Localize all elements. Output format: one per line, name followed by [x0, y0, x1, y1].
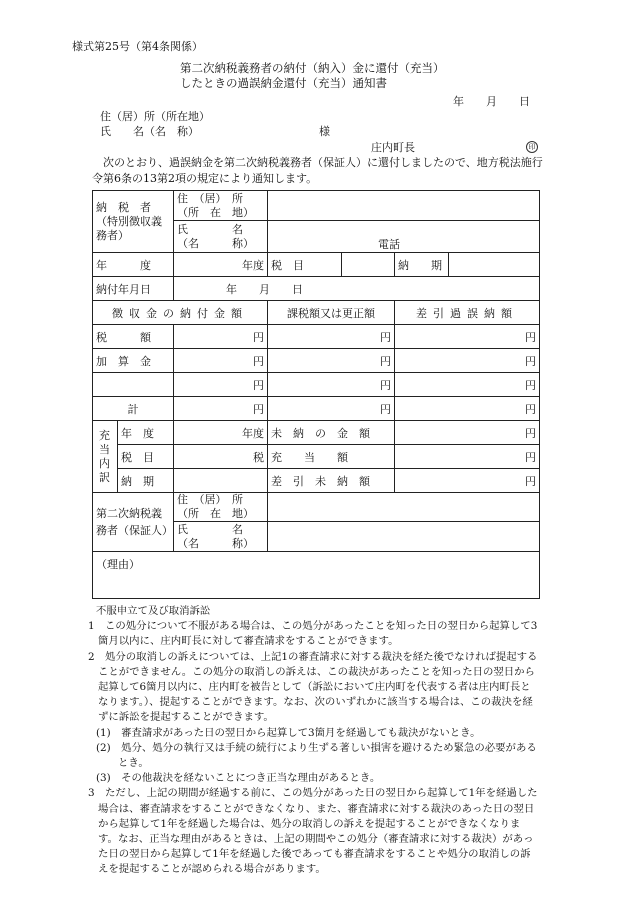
second-liable-name-label: 氏 名 （名 称）	[174, 522, 268, 552]
note-2-item-2: (2) 処分、処分の執行又は手続の続行により生ずる著しい損害を避けるため緊急の必要があるとき。	[96, 741, 537, 770]
yen-unit[interactable]: 円	[174, 325, 268, 349]
yen-unit[interactable]: 円	[395, 421, 540, 445]
alloc-due-label: 納 期	[118, 469, 174, 493]
yen-unit[interactable]: 円	[174, 349, 268, 373]
addressee-address-label: 住（居）所（所在地）	[100, 110, 210, 123]
alloc-year-unit[interactable]: 年度	[174, 421, 268, 445]
col-corrected: 課税額又は更正額	[268, 301, 395, 325]
title-line-1: 第二次納税義務者の納付（納入）金に還付（充当）	[180, 61, 445, 75]
allocation-label: 充当内訳	[93, 421, 118, 493]
row-tax-label: 税 額	[93, 325, 174, 349]
row-surcharge-label: 加 算 金	[93, 349, 174, 373]
yen-unit[interactable]: 円	[268, 397, 395, 421]
taxpayer-address-label: 住 （居） 所 （所 在 地）	[174, 191, 268, 221]
due-label: 納 期	[395, 253, 449, 277]
taxpayer-label: 納 税 者 （特別徴収義務者）	[93, 191, 174, 253]
fiscal-year-unit[interactable]: 年度	[174, 253, 268, 277]
second-liable-address-value[interactable]	[268, 493, 540, 522]
addressee-name-label: 氏 名（名 称）	[100, 125, 199, 138]
yen-unit[interactable]: 円	[174, 397, 268, 421]
note-2: 2 処分の取消しの訴えについては、上記1の審査請求に対する裁決を経た後でなければ提起することができません。この処分の取消しの訴えは、この裁決があったことを知った日の翌日から起算して6箇月以内に、庄内町を被告として（訴訟において庄内町を代表する者は庄内町長となります。）、提起することができます。なお、次のいずれかに該当する場合は、この裁決を経ずに訴訟を提起することができます。	[88, 650, 538, 724]
form-number: 様式第25号（第4条関係）	[72, 40, 203, 53]
yen-unit[interactable]: 円	[174, 373, 268, 397]
balance-label: 差 引 未 納 額	[268, 469, 395, 493]
yen-unit[interactable]: 円	[268, 349, 395, 373]
col-collected: 徴収金の納付金額	[93, 301, 268, 325]
payment-date-label: 納付年月日	[93, 277, 174, 301]
tax-item-value[interactable]	[342, 253, 395, 277]
intro-text: 次のとおり、過誤納金を第二次納税義務者（保証人）に還付しましたので、地方税法施行令第6条の13第2項の規定により通知します。	[92, 156, 543, 185]
date-field: 年 月 日	[453, 95, 530, 108]
note-3: 3 ただし、上記の期間が経過する前に、この処分があった日の翌日から起算して1年を経過した場合は、審査請求をすることができなくなり、また、審査請求に対する裁決のあった日の翌日から起算して1年を経過した場合は、処分の取消しの訴えを提起することができなくなります。なお、正当な理由があるときは、上記の期間やこの処分（審査請求に対する裁決）があった日の翌日から起算して1年を経過した後であっても審査請求をすることや処分の取消しの訴えを提起することが認められる場合があります。	[88, 787, 538, 876]
refund-table	[92, 190, 540, 599]
second-liable-name-value[interactable]	[268, 522, 540, 552]
applied-label: 充 当 額	[268, 445, 395, 469]
notes-heading: 不服申立て及び取消訴訟	[96, 605, 211, 617]
note-1: 1 この処分について不服がある場合は、この処分があったことを知った日の翌日から起算して3箇月以内に、庄内町長に対して審査請求をすることができます。	[88, 620, 538, 648]
title-line-2: したときの過誤納金還付（充当）通知書	[180, 76, 387, 90]
taxpayer-address-value[interactable]	[268, 191, 540, 221]
phone-label: 電話	[268, 221, 540, 253]
row-blank-label	[93, 373, 174, 397]
yen-unit[interactable]: 円	[395, 373, 540, 397]
tax-item-label: 税 目	[268, 253, 342, 277]
yen-unit[interactable]: 円	[395, 445, 540, 469]
yen-unit[interactable]: 円	[395, 397, 540, 421]
taxpayer-name-label: 氏 名 （名 称）	[174, 221, 268, 253]
yen-unit[interactable]: 円	[268, 325, 395, 349]
fiscal-year-label: 年 度	[93, 253, 174, 277]
col-refund: 差引過誤納額	[395, 301, 540, 325]
alloc-tax-unit[interactable]: 税	[174, 445, 268, 469]
alloc-year-label: 年 度	[118, 421, 174, 445]
issuer-name: 庄内町長	[371, 141, 415, 154]
payment-date-value[interactable]: 年 月 日	[174, 277, 540, 301]
yen-unit[interactable]: 円	[395, 469, 540, 493]
yen-unit[interactable]: 円	[395, 325, 540, 349]
row-total-label: 計	[93, 397, 174, 421]
note-2-item-3: (3) その他裁決を経ないことにつき正当な理由があるとき。	[96, 772, 381, 785]
unpaid-label: 未 納 の 金 額	[268, 421, 395, 445]
seal-icon: 印	[526, 139, 538, 153]
appeal-notes	[88, 604, 540, 878]
second-liable-address-label: 住 （居） 所 （所 在 地）	[174, 493, 268, 522]
yen-unit[interactable]: 円	[268, 373, 395, 397]
alloc-due-value[interactable]	[174, 469, 268, 493]
alloc-tax-label: 税 目	[118, 445, 174, 469]
yen-unit[interactable]: 円	[395, 349, 540, 373]
honorific: 様	[319, 125, 330, 138]
note-2-item-1: (1) 審査請求があった日の翌日から起算して3箇月を経過しても裁決がないとき。	[96, 726, 481, 739]
second-liable-label: 第二次納税義務者（保証人）	[93, 493, 174, 552]
reason-label: （理由）	[93, 552, 540, 599]
due-value[interactable]	[449, 253, 540, 277]
